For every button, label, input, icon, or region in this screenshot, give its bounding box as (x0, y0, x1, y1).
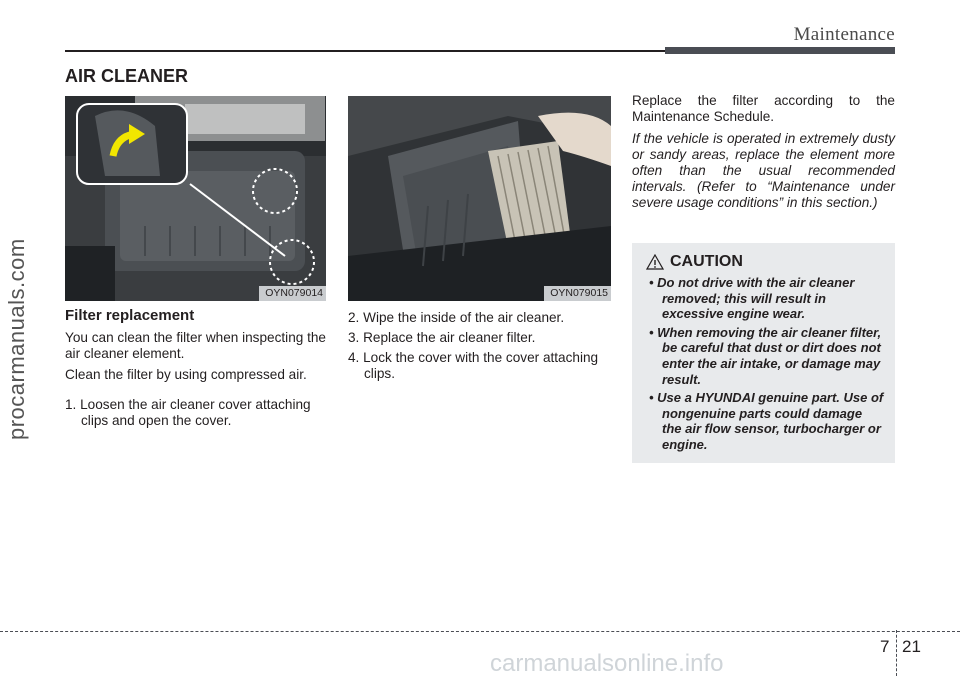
footer-rule (0, 631, 960, 632)
figure-code: OYN079014 (259, 286, 326, 301)
caution-item: • Use a HYUNDAI genuine part. Use of nongenuine parts could damage the air flow sensor, turbocharger or engine. (649, 390, 884, 452)
running-header: Maintenance (793, 24, 895, 45)
note-severe-conditions: If the vehicle is operated in extremely dusty or sandy areas, replace the element more often than the usual recommended intervals. (Refer to “Maintenance under severe usage conditions” in this section.) (632, 131, 895, 210)
column-1 (65, 308, 326, 433)
bottom-watermark: carmanualsonline.info (490, 650, 724, 677)
side-watermark: procarmanuals.com (4, 238, 29, 440)
paragraph-inspect: You can clean the filter when inspecting the air cleaner element. (65, 330, 326, 361)
footer-divider (896, 630, 897, 676)
header-rule (65, 50, 665, 52)
chapter-number: 7 (880, 637, 890, 656)
step-3: 3. Replace the air cleaner filter. (348, 330, 536, 345)
caution-box (632, 243, 895, 463)
figure-code: OYN079015 (544, 286, 611, 301)
caution-title: CAUTION (670, 253, 743, 270)
step-2: 2. Wipe the inside of the air cleaner. (348, 310, 565, 325)
caution-item: • When removing the air cleaner filter, be careful that dust or dirt does not enter the air intake, or damage may result. (649, 324, 882, 387)
subheading-filter-replacement: Filter replacement (65, 307, 195, 324)
air-cleaner-clips-illustration (65, 96, 326, 301)
column-3 (632, 93, 895, 211)
paragraph-compressed-air: Clean the filter by using compressed air. (65, 367, 307, 382)
paragraph-replace-schedule: Replace the filter according to the Maintenance Schedule. (632, 93, 895, 124)
caution-item: • Do not drive with the air cleaner removed; this will result in excessive engine wear. (649, 275, 855, 322)
section-title: AIR CLEANER (65, 66, 189, 86)
step-1: 1. Loosen the air cleaner cover attaching clips and open the cover. (65, 397, 311, 428)
figure-air-cleaner-clips (65, 96, 326, 301)
step-4: 4. Lock the cover with the cover attaching clips. (348, 350, 599, 381)
column-2 (348, 310, 611, 386)
page-number: 21 (902, 637, 921, 656)
filter-removal-illustration (348, 96, 611, 301)
warning-triangle-icon (646, 254, 664, 270)
caution-header (646, 253, 885, 271)
figure-filter-removal (348, 96, 611, 301)
header-bar (665, 47, 895, 54)
